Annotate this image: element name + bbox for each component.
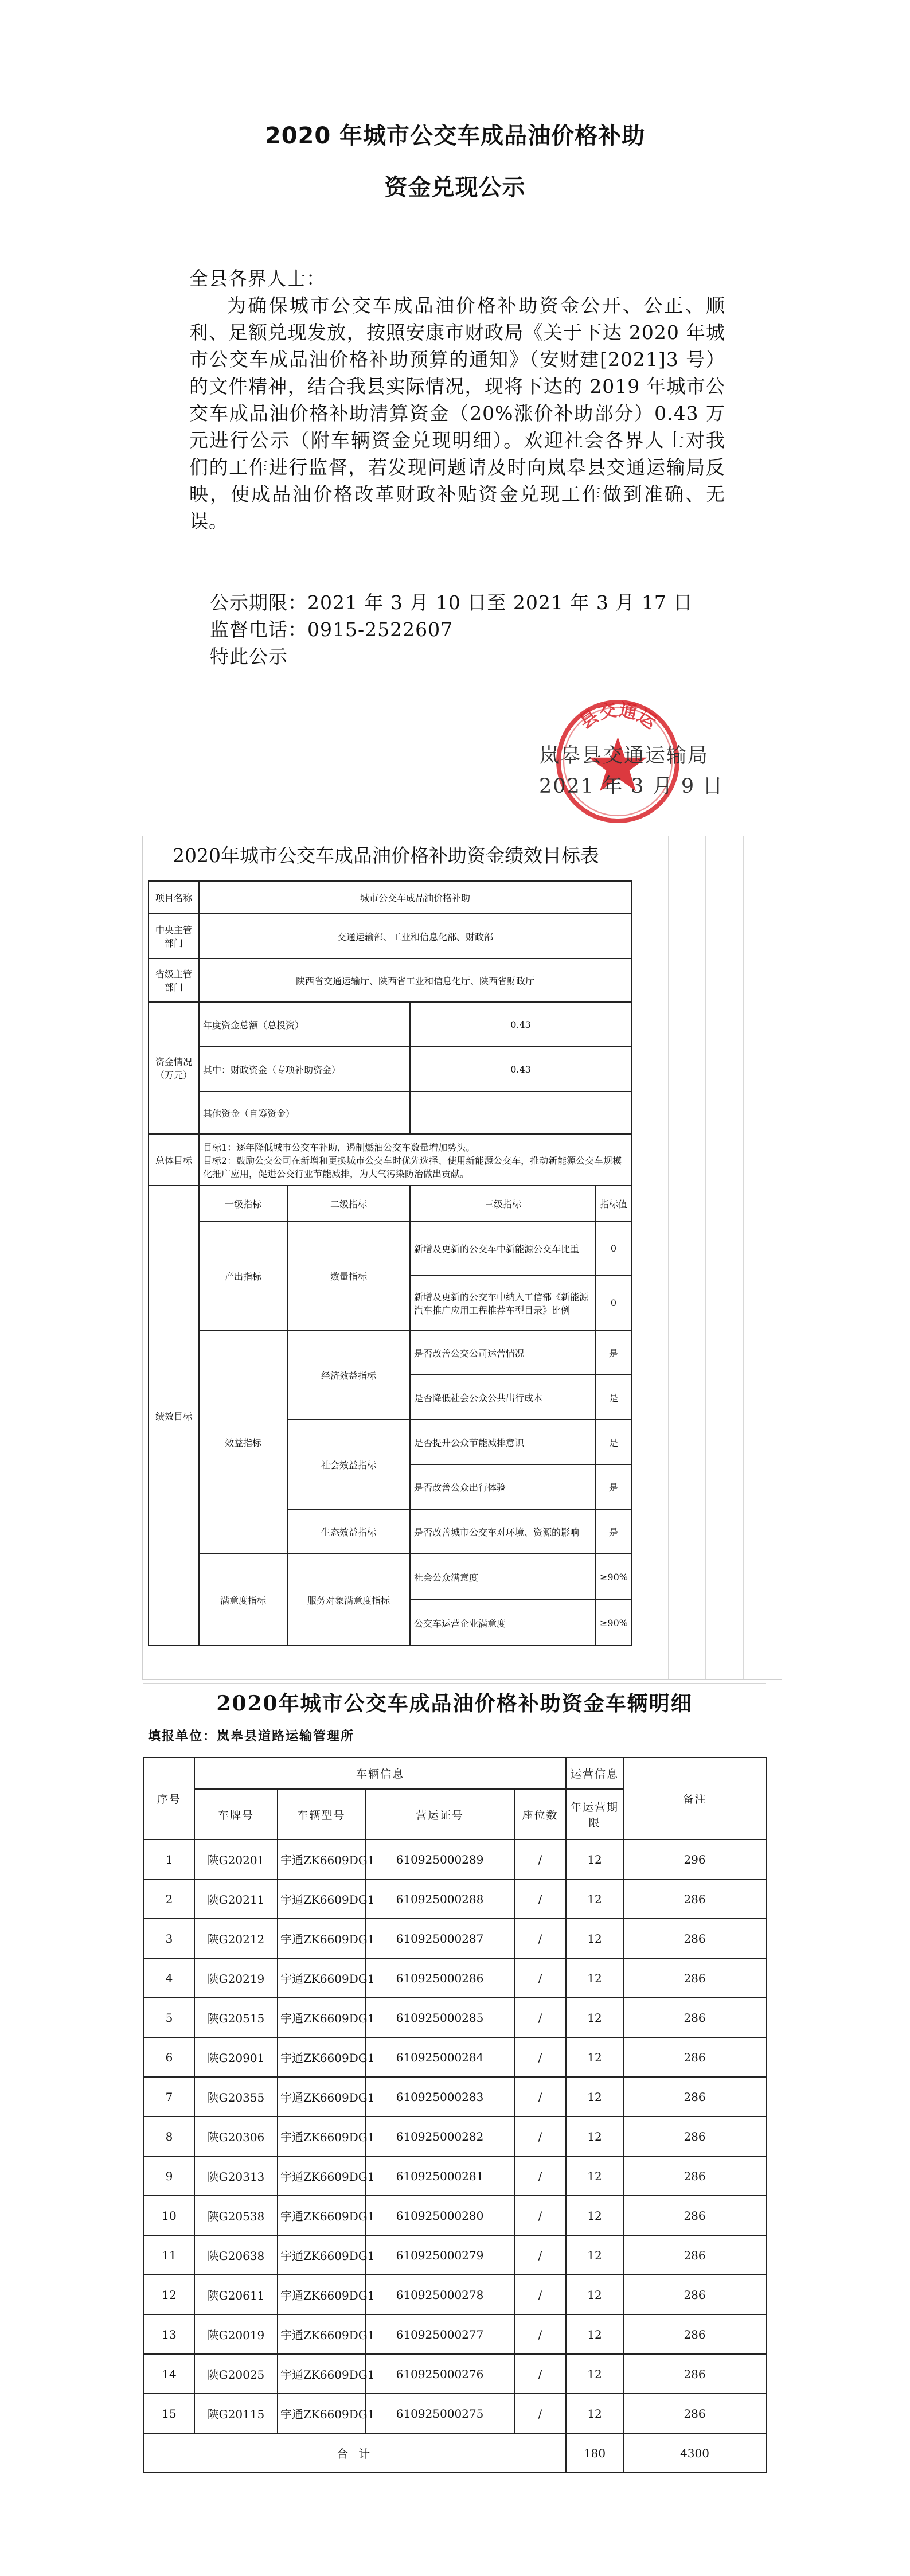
table-cell-license: 610925000287 — [365, 1919, 514, 1958]
table-cell-remark: 286 — [623, 1958, 766, 1998]
table-cell-model: 宇通ZK6609DG1 — [278, 1958, 365, 1998]
cell-label: 其中：财政资金（专项补助资金） — [199, 1047, 410, 1092]
table-row — [144, 1998, 766, 2037]
cell-value: 是 — [596, 1420, 631, 1464]
cell-value: 0.43 — [410, 1047, 631, 1092]
table-cell-seats: / — [514, 2394, 566, 2433]
table-cell-model: 宇通ZK6609DG1 — [278, 1879, 365, 1919]
table-cell-no: 4 — [144, 1958, 194, 1998]
cell-label: 总体目标 — [149, 1134, 199, 1186]
table-row — [144, 1879, 766, 1919]
table-cell-license: 610925000279 — [365, 2235, 514, 2275]
table-cell-remark: 286 — [623, 2235, 766, 2275]
cell-label: 资金情况（万元） — [149, 1002, 199, 1134]
table-cell-model: 宇通ZK6609DG1 — [278, 2196, 365, 2235]
table-cell-plate: 陕G20019 — [194, 2314, 278, 2354]
table-cell-seats: / — [514, 1840, 566, 1879]
table-cell-no: 10 — [144, 2196, 194, 2235]
total-row — [144, 2433, 766, 2473]
cell-value: 城市公交车成品油价格补助 — [199, 881, 631, 914]
table-cell-license: 610925000276 — [365, 2354, 514, 2394]
notice-title-line2: 资金兑现公示 — [384, 174, 526, 201]
table-row — [144, 2156, 766, 2196]
cell-label: 社会公众满意度 — [410, 1554, 596, 1600]
cell-label: 绩效目标 — [149, 1186, 199, 1646]
table-cell-remark: 286 — [623, 2037, 766, 2077]
table-cell-model: 宇通ZK6609DG1 — [278, 2037, 365, 2077]
performance-table — [148, 880, 632, 1646]
table-cell-no: 7 — [144, 2077, 194, 2117]
header-cell: 运营信息 — [566, 1757, 623, 1789]
table-cell-model: 宇通ZK6609DG1 — [278, 2314, 365, 2354]
table-cell-license: 610925000280 — [365, 2196, 514, 2235]
cell-label: 产出指标 — [199, 1221, 287, 1330]
seal-text: 县交通运 — [576, 699, 660, 734]
total-label: 合 计 — [144, 2433, 566, 2473]
cell-value: 陕西省交通运输厅、陕西省工业和信息化厅、陕西省财政厅 — [199, 958, 631, 1002]
salutation: 全县各界人士： — [189, 267, 326, 290]
table-cell-remark: 286 — [623, 1998, 766, 2037]
sheet-gridline — [705, 836, 706, 1679]
table-cell-months: 12 — [566, 2354, 623, 2394]
table-row — [144, 2077, 766, 2117]
table-cell-plate: 陕G20306 — [194, 2117, 278, 2156]
table-cell-months: 12 — [566, 1879, 623, 1919]
svg-text:县交通运 — [576, 700, 660, 734]
cell-label: 其他资金（自筹资金） — [199, 1092, 410, 1134]
cell-label: 数量指标 — [287, 1221, 410, 1330]
table-cell-no: 9 — [144, 2156, 194, 2196]
cell-label: 是否提升公众节能减排意识 — [410, 1420, 596, 1464]
table-cell-remark: 286 — [623, 2156, 766, 2196]
table-cell-months: 12 — [566, 2275, 623, 2314]
table-cell-months: 12 — [566, 2077, 623, 2117]
table-row — [144, 2196, 766, 2235]
table-cell-license: 610925000289 — [365, 1840, 514, 1879]
header-cell: 序号 — [144, 1757, 194, 1840]
table-cell-plate: 陕G20538 — [194, 2196, 278, 2235]
table-cell-no: 2 — [144, 1879, 194, 1919]
cell-label: 生态效益指标 — [287, 1509, 410, 1554]
table-cell-remark: 286 — [623, 2354, 766, 2394]
cell-label: 满意度指标 — [199, 1554, 287, 1646]
sheet-gridline — [668, 836, 669, 1679]
overall-goal-2: 目标2：鼓励公交公司在新增和更换城市公交车时优先选择、使用新能源公交车，推动新能源公交车规模化推广应用，促进公交行业节能减排，为大气污染防治做出贡献。 — [203, 1155, 622, 1179]
table-cell-plate: 陕G20115 — [194, 2394, 278, 2433]
cell-value — [410, 1092, 631, 1134]
header-cell: 营运证号 — [365, 1789, 514, 1840]
table-cell-seats: / — [514, 1958, 566, 1998]
table-cell-model: 宇通ZK6609DG1 — [278, 2156, 365, 2196]
cell-label: 社会效益指标 — [287, 1420, 410, 1509]
cell-label: 年度资金总额（总投资） — [199, 1002, 410, 1047]
table-row — [144, 2394, 766, 2433]
table-cell-remark: 286 — [623, 1879, 766, 1919]
cell-label: 是否改善公交公司运营情况 — [410, 1330, 596, 1375]
notice-period: 公示期限：2021 年 3 月 10 日至 2021 年 3 月 17 日 — [210, 591, 693, 614]
table-cell-seats: / — [514, 2037, 566, 2077]
table-cell-seats: / — [514, 2235, 566, 2275]
table-cell-remark: 286 — [623, 2077, 766, 2117]
table-cell-model: 宇通ZK6609DG1 — [278, 1840, 365, 1879]
table-cell-plate: 陕G20515 — [194, 1998, 278, 2037]
cell-value: 交通运输部、工业和信息化部、财政部 — [199, 914, 631, 958]
table-cell-license: 610925000286 — [365, 1958, 514, 1998]
cell-value: 0 — [596, 1276, 631, 1330]
table-cell-seats: / — [514, 1919, 566, 1958]
table-row — [144, 1840, 766, 1879]
table-row — [144, 1919, 766, 1958]
table-cell-license: 610925000278 — [365, 2275, 514, 2314]
table-cell-seats: / — [514, 1879, 566, 1919]
table-cell-no: 8 — [144, 2117, 194, 2156]
cell-label: 中央主管部门 — [149, 914, 199, 958]
table-cell-months: 12 — [566, 1998, 623, 2037]
cell-label: 新增及更新的公交车中纳入工信部《新能源汽车推广应用工程推荐车型目录》比例 — [410, 1276, 596, 1330]
table-cell-model: 宇通ZK6609DG1 — [278, 2394, 365, 2433]
table-cell-model: 宇通ZK6609DG1 — [278, 2275, 365, 2314]
table-cell-plate: 陕G20901 — [194, 2037, 278, 2077]
cell-label: 效益指标 — [199, 1330, 287, 1554]
cell-label: 服务对象满意度指标 — [287, 1554, 410, 1646]
table-cell-remark: 286 — [623, 2314, 766, 2354]
vehicle-table — [143, 1757, 767, 2473]
cell-label: 新增及更新的公交车中新能源公交车比重 — [410, 1221, 596, 1276]
cell-label: 是否降低社会公众公共出行成本 — [410, 1375, 596, 1420]
cell-value: 是 — [596, 1464, 631, 1509]
table-cell-remark: 286 — [623, 1919, 766, 1958]
table-cell-no: 5 — [144, 1998, 194, 2037]
table-cell-remark: 286 — [623, 2196, 766, 2235]
notice-title-line1: 2020 年城市公交车成品油价格补助 — [264, 123, 646, 149]
table-cell-model: 宇通ZK6609DG1 — [278, 2077, 365, 2117]
table-row — [144, 2117, 766, 2156]
header-cell: 指标值 — [596, 1186, 631, 1221]
table-cell-model: 宇通ZK6609DG1 — [278, 2117, 365, 2156]
header-cell: 年运营期限 — [566, 1789, 623, 1840]
table-cell-license: 610925000281 — [365, 2156, 514, 2196]
table-cell-no: 11 — [144, 2235, 194, 2275]
cell-label: 项目名称 — [149, 881, 199, 914]
notice-phone: 监督电话：0915-2522607 — [210, 618, 454, 641]
table-cell-remark: 286 — [623, 2394, 766, 2433]
table-cell-seats: / — [514, 2156, 566, 2196]
table-row — [144, 1958, 766, 1998]
table-cell-model: 宇通ZK6609DG1 — [278, 2354, 365, 2394]
table-cell-seats: / — [514, 2077, 566, 2117]
cell-value: ≥90% — [596, 1600, 631, 1646]
table-row — [144, 2275, 766, 2314]
signature-date: 2021 年 3 月 9 日 — [539, 775, 724, 798]
signature-org: 岚皋县交通运输局 — [539, 745, 709, 767]
header-cell: 备注 — [623, 1757, 766, 1840]
header-cell: 车牌号 — [194, 1789, 278, 1840]
table-cell-months: 12 — [566, 1958, 623, 1998]
header-cell: 三级指标 — [410, 1186, 596, 1221]
table-cell-license: 610925000288 — [365, 1879, 514, 1919]
table-row — [144, 2314, 766, 2354]
table-cell-plate: 陕G20201 — [194, 1840, 278, 1879]
table-cell-model: 宇通ZK6609DG1 — [278, 1919, 365, 1958]
table-cell-no: 3 — [144, 1919, 194, 1958]
table-cell-no: 1 — [144, 1840, 194, 1879]
cell-value: 是 — [596, 1375, 631, 1420]
header-cell: 二级指标 — [287, 1186, 410, 1221]
table-cell-months: 12 — [566, 2037, 623, 2077]
cell-label: 公交车运营企业满意度 — [410, 1600, 596, 1646]
cell-label: 是否改善公众出行体验 — [410, 1464, 596, 1509]
table-cell-seats: / — [514, 2117, 566, 2156]
table-cell-no: 12 — [144, 2275, 194, 2314]
table-cell-months: 12 — [566, 2314, 623, 2354]
notice-closing: 特此公示 — [210, 645, 288, 668]
table-cell-months: 12 — [566, 2196, 623, 2235]
table-row — [144, 2354, 766, 2394]
table-cell-plate: 陕G20219 — [194, 1958, 278, 1998]
table-cell-no: 6 — [144, 2037, 194, 2077]
table-cell-plate: 陕G20355 — [194, 2077, 278, 2117]
cell-value: 是 — [596, 1509, 631, 1554]
table-cell-seats: / — [514, 2354, 566, 2394]
table-cell-plate: 陕G20212 — [194, 1919, 278, 1958]
table-cell-plate: 陕G20025 — [194, 2354, 278, 2394]
table-cell-plate: 陕G20211 — [194, 1879, 278, 1919]
table-cell-no: 14 — [144, 2354, 194, 2394]
cell-value: ≥90% — [596, 1554, 631, 1600]
table-cell-plate: 陕G20638 — [194, 2235, 278, 2275]
table-cell-months: 12 — [566, 2156, 623, 2196]
table-cell-remark: 296 — [623, 1840, 766, 1879]
table-cell-months: 12 — [566, 2394, 623, 2433]
table-cell-seats: / — [514, 2196, 566, 2235]
sheet-gridline — [743, 836, 744, 1679]
table-cell-seats: / — [514, 2275, 566, 2314]
header-cell: 车辆信息 — [194, 1757, 566, 1789]
total-months: 180 — [566, 2433, 623, 2473]
total-remark: 4300 — [623, 2433, 766, 2473]
overall-goal-1: 目标1：逐年降低城市公交车补助，遏制燃油公交车数量增加势头。 — [203, 1141, 475, 1153]
table-cell-remark: 286 — [623, 2275, 766, 2314]
table-cell-seats: / — [514, 2314, 566, 2354]
table-row — [144, 2235, 766, 2275]
header-cell: 座位数 — [514, 1789, 566, 1840]
cell-label: 经济效益指标 — [287, 1330, 410, 1420]
header-cell: 一级指标 — [199, 1186, 287, 1221]
table-cell-months: 12 — [566, 1919, 623, 1958]
table-row — [144, 2037, 766, 2077]
table-cell-license: 610925000284 — [365, 2037, 514, 2077]
vehicle-table-title: 2020年城市公交车成品油价格补助资金车辆明细 — [216, 1692, 693, 1716]
table-cell-license: 610925000283 — [365, 2077, 514, 2117]
table-cell-months: 12 — [566, 1840, 623, 1879]
table-cell-license: 610925000285 — [365, 1998, 514, 2037]
table-cell-seats: / — [514, 1998, 566, 2037]
table-cell-model: 宇通ZK6609DG1 — [278, 2235, 365, 2275]
reporting-unit: 填报单位：岚皋县道路运输管理所 — [148, 1729, 355, 1744]
table-cell-no: 15 — [144, 2394, 194, 2433]
table-cell-model: 宇通ZK6609DG1 — [278, 1998, 365, 2037]
cell-value: 是 — [596, 1330, 631, 1375]
cell-value: 0 — [596, 1221, 631, 1276]
table-cell-plate: 陕G20313 — [194, 2156, 278, 2196]
header-cell: 车辆型号 — [278, 1789, 365, 1840]
notice-paragraph: 为确保城市公交车成品油价格补助资金公开、公正、顺利、足额兑现发放，按照安康市财政局《关于下达 2020 年城市公交车成品油价格补助预算的通知》（安财建[2021]3 号）的文件精神，结合我县实际情况，现将下达的 2019 年城市公交车成品油价格补助清算资金（20%涨价补助部分）0.43 万元进行公示（附车辆资金兑现明细）。欢迎社会各界人士对我们的工作进行监督，若发现问题请及时向岚皋县交通运输局反映，使成品油价格改革财政补贴资金兑现工作做到准确、无误。 — [189, 294, 725, 532]
table-cell-license: 610925000282 — [365, 2117, 514, 2156]
performance-table-title: 2020年城市公交车成品油价格补助资金绩效目标表 — [173, 844, 599, 867]
table-cell-remark: 286 — [623, 2117, 766, 2156]
table-cell-months: 12 — [566, 2117, 623, 2156]
cell-value: 0.43 — [410, 1002, 631, 1047]
table-cell-license: 610925000277 — [365, 2314, 514, 2354]
cell-label: 是否改善城市公交车对环境、资源的影响 — [410, 1509, 596, 1554]
cell-label: 省级主管部门 — [149, 958, 199, 1002]
table-cell-months: 12 — [566, 2235, 623, 2275]
table-cell-plate: 陕G20611 — [194, 2275, 278, 2314]
table-cell-license: 610925000275 — [365, 2394, 514, 2433]
table-cell-no: 13 — [144, 2314, 194, 2354]
cell-value — [199, 1134, 631, 1186]
